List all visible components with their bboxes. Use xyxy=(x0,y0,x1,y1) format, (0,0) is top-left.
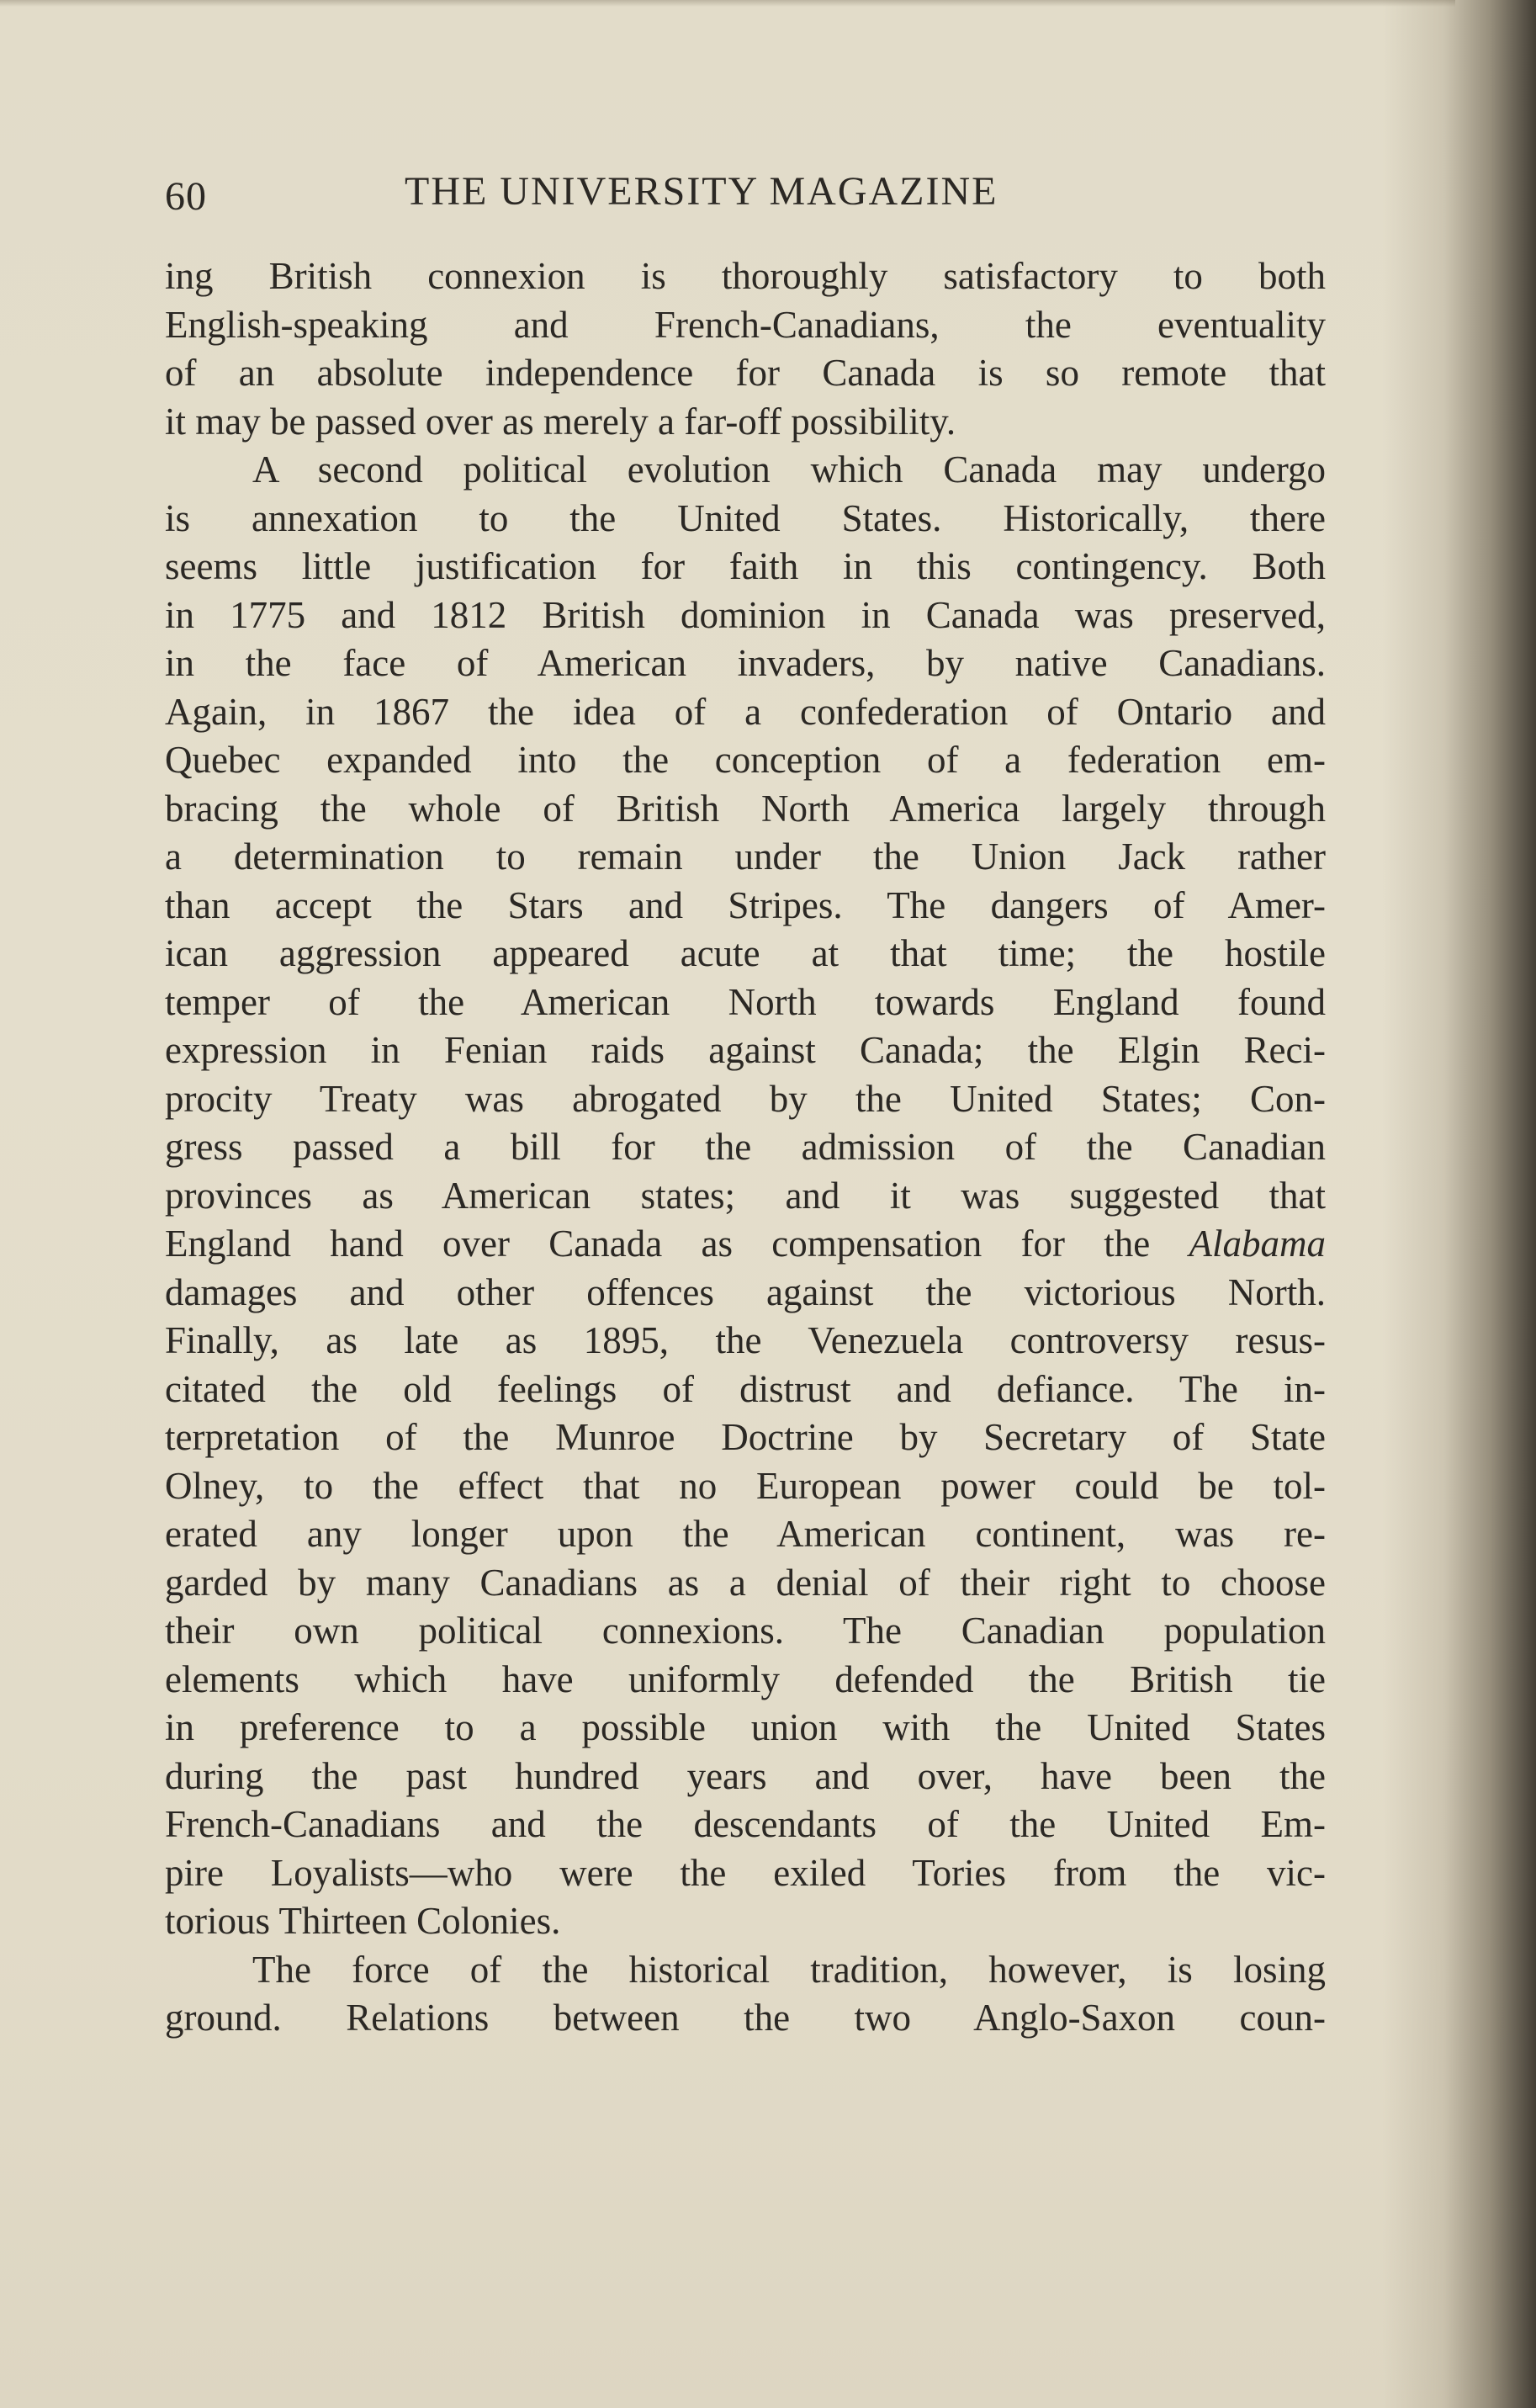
text-line: during the past hundred years and over, have been the xyxy=(165,1754,1326,1797)
page-top-edge xyxy=(0,0,1455,7)
text-line: gress passed a bill for the admission of the Canadian xyxy=(165,1126,1326,1168)
text-line: provinces as American states; and it was suggested that xyxy=(165,1174,1326,1217)
text-line: English-speaking and French-Canadians, the eventuality xyxy=(165,303,1326,346)
text-line: in the face of American invaders, by native Canadians. xyxy=(165,642,1326,684)
text-line: French-Canadians and the descendants of the United Em- xyxy=(165,1803,1326,1845)
text-line: erated any longer upon the American continent, was re- xyxy=(165,1513,1326,1555)
text-line: ican aggression appeared acute at that time; the hostile xyxy=(165,932,1326,974)
paragraph-first-line: A second political evolution which Canada may undergo xyxy=(252,448,1326,491)
paragraph-first-line: The force of the historical tradition, however, is losing xyxy=(252,1948,1326,1991)
text-line: ground. Relations between the two Anglo-Saxon coun- xyxy=(165,1997,1326,2039)
text-line: in preference to a possible union with the United States xyxy=(165,1706,1326,1748)
text-line: Again, in 1867 the idea of a confederation of Ontario and xyxy=(165,690,1326,733)
text-line: elements which have uniformly defended the British tie xyxy=(165,1657,1326,1700)
text-line: terpretation of the Munroe Doctrine by Secretary of State xyxy=(165,1416,1326,1458)
italic-word-alabama: Alabama xyxy=(1189,1223,1327,1265)
text-line: pire Loyalists—who were the exiled Tories from the vic- xyxy=(165,1851,1326,1894)
text-line: torious Thirteen Colonies. xyxy=(165,1900,561,1942)
text-line: bracing the whole of British North America largely through xyxy=(165,787,1326,830)
text-line: damages and other offences against the victorious North. xyxy=(165,1270,1326,1313)
text-line-with-italic xyxy=(165,1220,1326,1269)
text-line: ing British connexion is thoroughly satisfactory to both xyxy=(165,255,1326,297)
text-line: a determination to remain under the Union Jack rather xyxy=(165,835,1326,878)
text-line: is annexation to the United States. Historically, there xyxy=(165,496,1326,539)
text-line: Quebec expanded into the conception of a federation em- xyxy=(165,739,1326,781)
text-line: temper of the American North towards England found xyxy=(165,980,1326,1023)
text-line: in 1775 and 1812 British dominion in Canada was preserved, xyxy=(165,593,1326,636)
text-line: Olney, to the effect that no European power could be tol- xyxy=(165,1464,1326,1507)
page-number: 60 xyxy=(165,174,207,219)
text-segment: England hand over Canada as compensation for the xyxy=(165,1223,1151,1265)
text-line: garded by many Canadians as a denial of their right to choose xyxy=(165,1561,1326,1604)
page-header xyxy=(165,168,1326,222)
text-line: expression in Fenian raids against Canada; the Elgin Reci- xyxy=(165,1029,1326,1071)
text-line: it may be passed over as merely a far-off possibility. xyxy=(165,400,956,443)
text-line: than accept the Stars and Stripes. The dangers of Amer- xyxy=(165,883,1326,926)
running-title: THE UNIVERSITY MAGAZINE xyxy=(405,169,998,214)
text-line: citated the old feelings of distrust and defiance. The in- xyxy=(165,1367,1326,1410)
text-line: of an absolute independence for Canada is so remote that xyxy=(165,352,1326,394)
text-line: Finally, as late as 1895, the Venezuela controversy resus- xyxy=(165,1319,1326,1361)
text-line: procity Treaty was abrogated by the United States; Con- xyxy=(165,1077,1326,1120)
text-line: their own political connexions. The Canadian population xyxy=(165,1610,1326,1652)
text-line: seems little justification for faith in this contingency. Both xyxy=(165,545,1326,587)
body-text xyxy=(165,252,1326,2043)
